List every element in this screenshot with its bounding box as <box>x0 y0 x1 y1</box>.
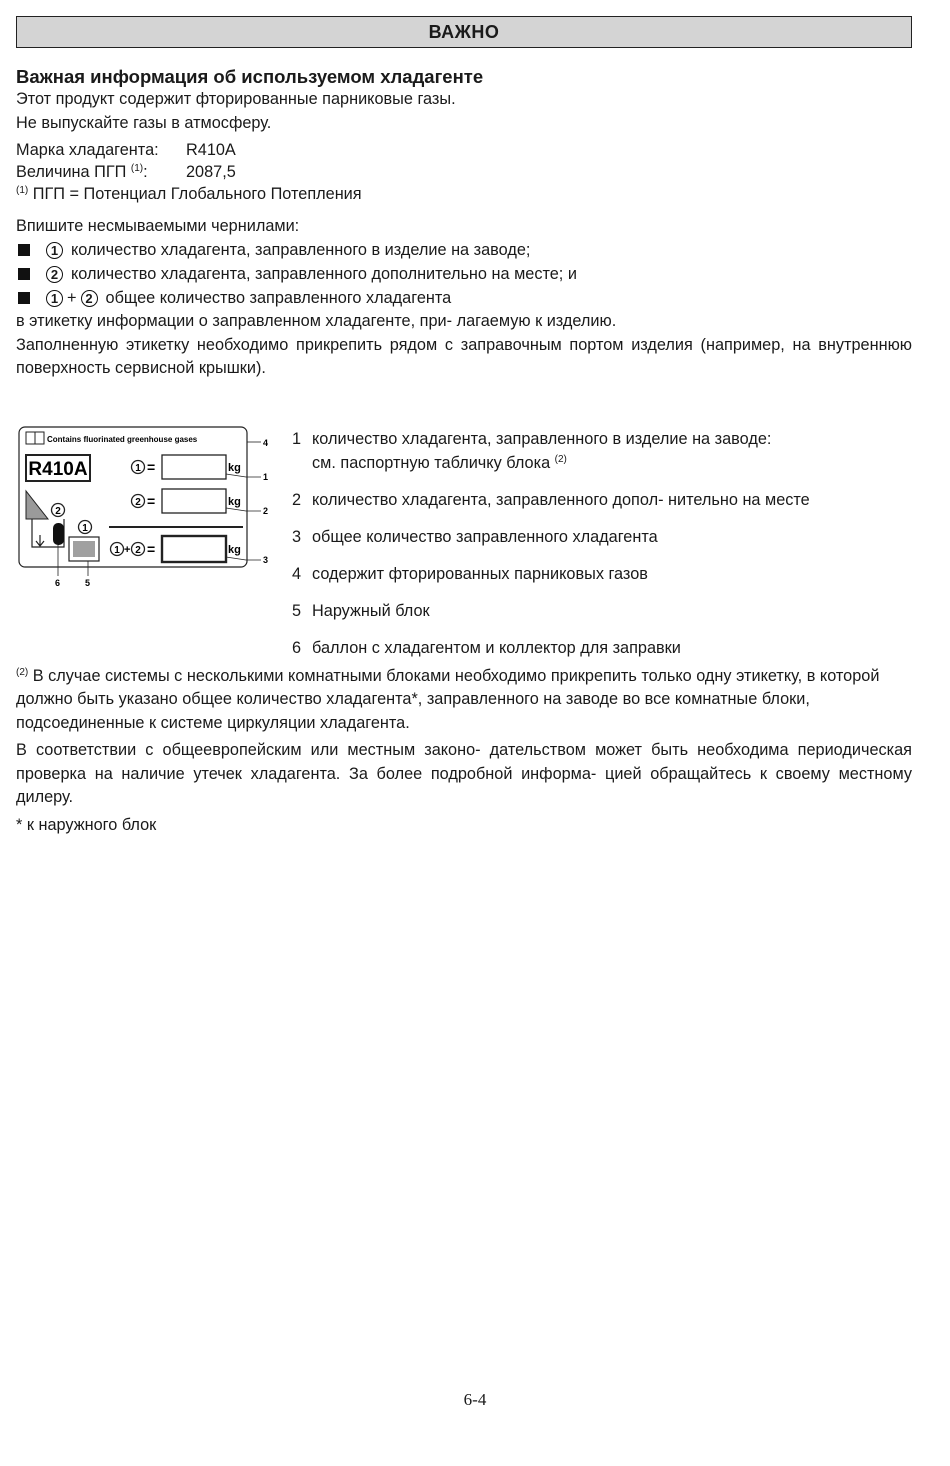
intro-line-2: Не выпускайте газы в атмосферу. <box>16 113 272 132</box>
refrigerant-label-diagram <box>16 419 274 594</box>
asterisk-note: * к наружного блок <box>16 815 157 834</box>
factory-charge-box <box>162 455 226 479</box>
circled-two-icon: 2 <box>81 290 98 307</box>
gwp-footnote: $^{(1)}$ ПГП = Потенциал Глобального Потепления <box>16 185 362 203</box>
svg-text:kg: kg <box>228 495 241 508</box>
callout-1: 1 <box>263 471 269 482</box>
svg-text:2: 2 <box>55 505 61 517</box>
multi-unit-note: $^{(2)}$ В случае системы с несколькими комнатными блоками необходимо прикрепить только одну этикетку, в которой должно быть указано общее количество хладагента*, заправленного на заводе во все комнатные блоки, подсоединенные к системе циркуляции хладагента. <box>16 666 880 732</box>
bullet-field: 2 количество хладагента, заправленного дополнительно на месте; и <box>16 262 912 286</box>
brand-label: Марка хладагента: <box>16 141 159 159</box>
gwp-label: Величина ПГП $^{(1)}$: <box>16 163 148 181</box>
page-number: 6-4 <box>463 1390 487 1409</box>
svg-text:2: 2 <box>135 496 141 508</box>
circled-one-icon: 1 <box>46 242 63 259</box>
legend-item: 5 Наружный блок <box>292 601 430 620</box>
instructions-after-2: Заполненную этикетку необходимо прикрепить рядом с заправочным портом изделия (например, на внутреннюю поверхность сервисной крышки). <box>16 335 912 377</box>
svg-text:1: 1 <box>82 522 88 534</box>
callout-5: 5 <box>85 577 91 588</box>
svg-text:kg: kg <box>228 543 241 556</box>
section-heading: Важная информация об используемом хладагенте <box>16 66 484 87</box>
refrigerant-cylinder-icon <box>53 523 64 545</box>
bullet-square-icon <box>18 244 30 256</box>
legend-item: 3 общее количество заправленного хладагента <box>292 527 658 546</box>
label-legend <box>292 427 912 673</box>
circled-one-icon: 1 <box>46 290 63 307</box>
svg-text:=: = <box>147 540 156 557</box>
section-banner: ВАЖНО <box>16 16 912 48</box>
legend-item: 6 баллон с хладагентом и коллектор для заправки <box>292 638 681 657</box>
svg-text:1: 1 <box>114 544 120 556</box>
label-section <box>16 403 912 665</box>
instructions-after-1: в этикетку информации о заправленном хладагенте, при- лагаемую к изделию. <box>16 312 617 330</box>
circled-two-icon: 2 <box>46 266 63 283</box>
svg-text:1: 1 <box>135 462 141 474</box>
label-header-text: Contains fluorinated greenhouse gases <box>47 434 198 444</box>
leak-check-note: В соответствии с общеевропейским или местным законо- дательством может быть необходима периодическая проверка на наличие утечек хладагента. За более подробной информа- цией обращайтесь к своему местному дилеру. <box>16 741 912 806</box>
callout-2: 2 <box>263 505 269 516</box>
gwp-value: 2087,5 <box>186 163 236 181</box>
legend-item: 1 количество хладагента, заправленного в изделие на заводе: см. паспортную табличку блока $^{(2)}$ <box>292 429 772 472</box>
gwp-row <box>16 161 912 183</box>
total-charge-box <box>162 536 226 562</box>
svg-text:=: = <box>147 458 156 475</box>
legend-item: 2 количество хладагента, заправленного допол- нительно на месте <box>292 490 810 509</box>
document-page <box>16 16 912 837</box>
svg-text:2: 2 <box>135 544 141 556</box>
callout-6: 6 <box>55 577 61 588</box>
bullet-square-icon <box>18 268 30 280</box>
legend-item: 4 содержит фторированных парниковых газов <box>292 564 648 583</box>
svg-text:=: = <box>147 492 156 509</box>
bullet-square-icon <box>18 292 30 304</box>
brand-value: R410A <box>186 141 236 159</box>
instructions-lead: Впишите несмываемыми чернилами: <box>16 216 300 235</box>
intro-line-1: Этот продукт содержит фторированные парниковые газы. <box>16 90 456 108</box>
callout-3: 3 <box>263 554 269 565</box>
callout-4: 4 <box>263 437 269 448</box>
bullet-total: 1 + 2 общее количество заправленного хладагента <box>16 286 912 310</box>
field-charge-box <box>162 489 226 513</box>
svg-text:+: + <box>124 543 131 556</box>
brand-row <box>16 139 912 161</box>
svg-text:R410A: R410A <box>28 458 88 480</box>
bullet-factory: 1 количество хладагента, заправленного в изделие на заводе; <box>16 238 912 262</box>
svg-text:kg: kg <box>228 461 241 474</box>
